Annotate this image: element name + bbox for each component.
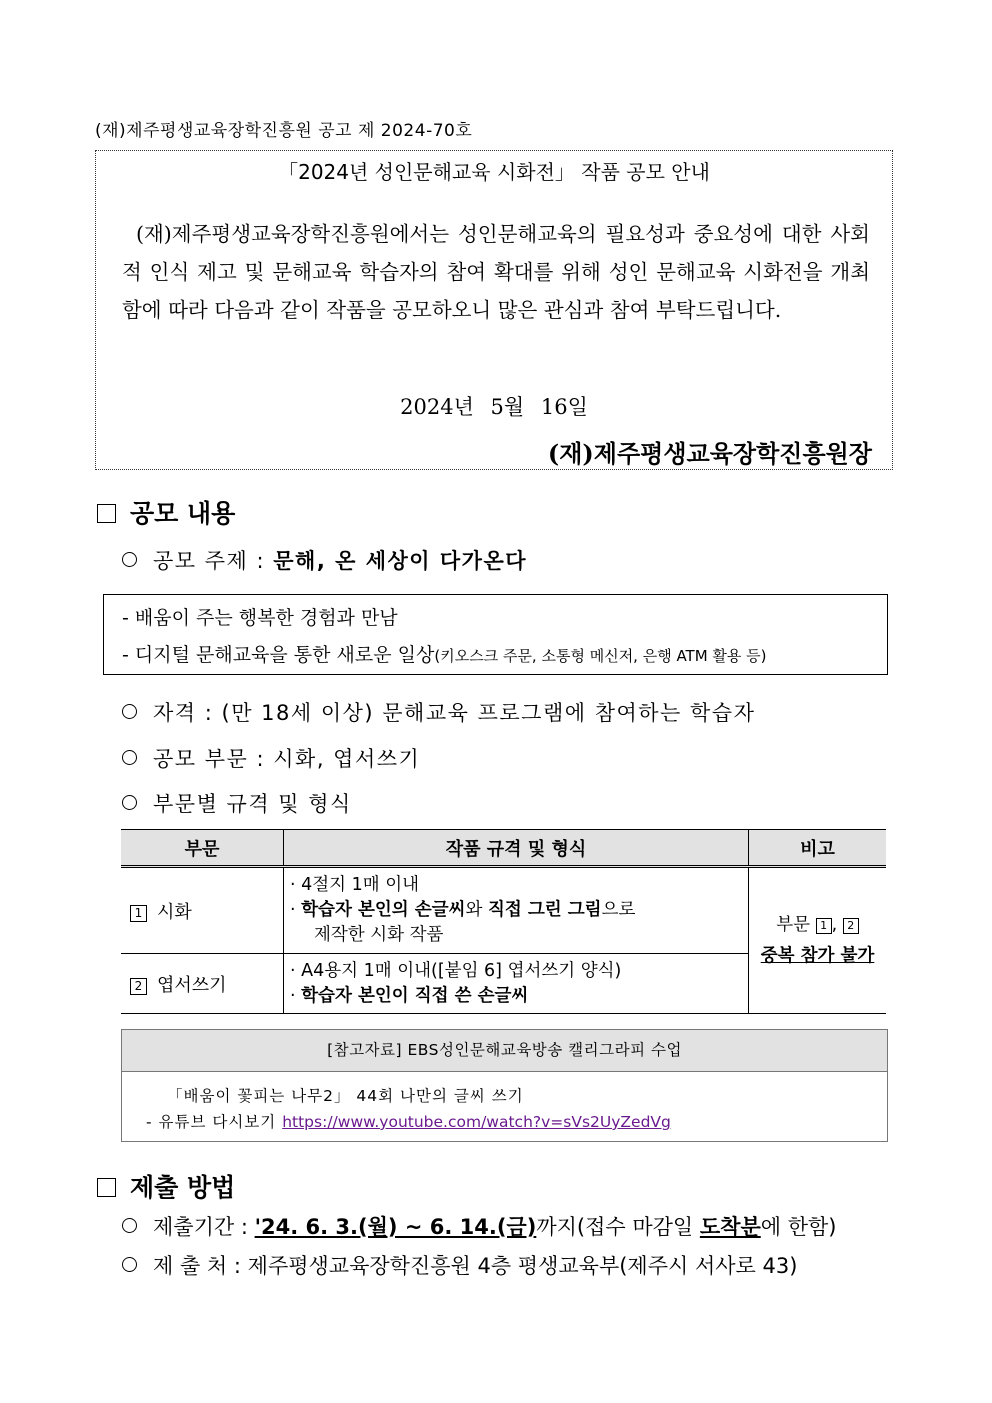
notice-date: 2024년 5월 16일 [400,395,588,419]
notice-body: (재)제주평생교육장학진흥원에서는 성인문해교육의 필요성과 중요성에 대한 사회적 인식 제고 및 문해교육 학습자의 참여 확대를 위해 성인 문해교육 시화전을 개최함에 따라 다음과 같이 작품을 공모하오니 많은 관심과 참여 부탁드립니다. [122,222,870,322]
topic-detail-box [103,594,888,675]
category-cell: 1 시화 [121,867,284,954]
circle-bullet-icon [122,1257,137,1272]
notice-number: (재)제주평생교육장학진흥원 공고 제 2024-70호 [95,121,473,141]
spec-cell: · A4용지 1매 이내([붙임 6] 엽서쓰기 양식) · 학습자 본인이 직접 쓴 손글씨 [284,954,749,1014]
circle-bullet-icon [122,704,137,719]
table-header-row [121,830,886,867]
circle-bullet-icon [122,552,137,567]
place-line: 제 출 처 : 제주평생교육장학진흥원 4층 평생교육부(제주시 서사로 43) [122,1250,797,1280]
table-header: 작품 규격 및 형식 [284,830,749,867]
square-bullet-icon [97,504,116,523]
topic-item: - 디지털 문해교육을 통한 새로운 일상(키오스크 주문, 소통형 메신저, 은행 ATM 활용 등) [122,644,767,666]
notice-organization: (재)제주평생교육장학진흥원장 [547,439,872,468]
table-row [121,867,886,954]
eligibility-line: 자격 : (만 18세 이상) 문해교육 프로그램에 참여하는 학습자 [122,697,755,727]
table-header: 비고 [749,830,887,867]
spec-heading-line: 부문별 규격 및 형식 [122,788,352,818]
circle-bullet-icon [122,750,137,765]
notice-title: 「2024년 성인문해교육 시화전」 작품 공모 안내 [278,160,710,184]
youtube-link[interactable]: https://www.youtube.com/watch?v=sVs2UyZedVg [282,1113,671,1131]
section-heading-submission: 제출 방법 [97,1168,235,1204]
category-cell: 2 엽서쓰기 [121,954,284,1014]
spec-cell: · 4절지 1매 이내 · 학습자 본인의 손글씨와 직접 그린 그림으로 제작한 시화 작품 [284,867,749,954]
topic-value: 문해, 온 세상이 다가온다 [273,549,528,573]
circle-bullet-icon [122,1218,137,1233]
categories-line: 공모 부문 : 시화, 엽서쓰기 [122,743,420,773]
reference-line: 「배움이 꽃피는 나무2」 44회 나만의 글씨 쓰기 [167,1087,524,1105]
section-heading-contest: 공모 내용 [97,494,235,530]
notice-box [95,150,893,470]
period-line: 제출기간 : '24. 6. 3.(월) ~ 6. 14.(금)까지(접수 마감일 도착분에 한함) [122,1211,836,1241]
topic-item: - 배움이 주는 행복한 경험과 만남 [122,607,398,629]
period-value: '24. 6. 3.(월) ~ 6. 14.(금) [254,1215,537,1239]
circle-bullet-icon [122,795,137,810]
topic-line: 공모 주제 : 문해, 온 세상이 다가온다 [122,545,527,575]
table-header: 부문 [121,830,284,867]
reference-title: [참고자료] EBS성인문해교육방송 캘리그라피 수업 [122,1030,887,1072]
square-bullet-icon [97,1178,116,1197]
note-cell: 부문 1 , 2 중복 참가 불가 [749,867,887,1014]
spec-table [121,829,886,1014]
reference-box [121,1029,888,1142]
reference-line: - 유튜브 다시보기 https://www.youtube.com/watch?v=sVs2UyZedVg [146,1113,671,1131]
